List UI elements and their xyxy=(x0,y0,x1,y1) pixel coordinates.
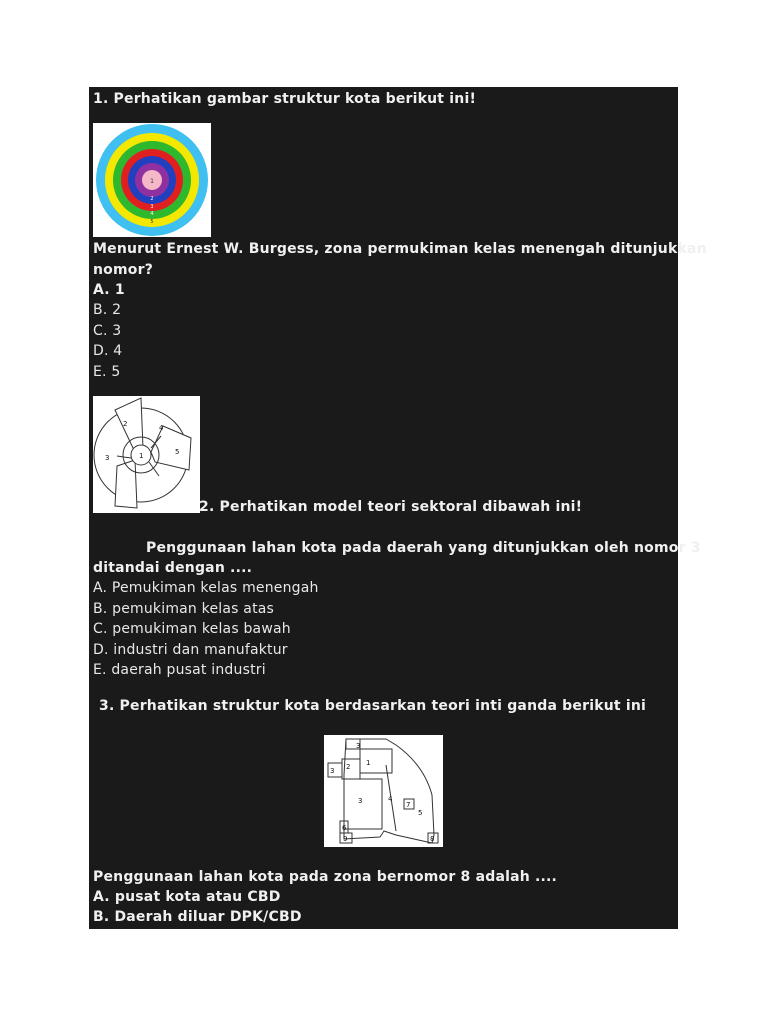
q2-sector-model-figure xyxy=(93,396,200,513)
q1-option: D. 4 xyxy=(93,343,123,359)
q3-option: B. Daerah diluar DPK/CBD xyxy=(93,909,302,925)
q2-option: E. daerah pusat industri xyxy=(93,662,266,678)
q3-fig-label: 3 xyxy=(330,767,335,775)
q3-fig-label: 2 xyxy=(346,763,351,771)
q2-option: A. Pemukiman kelas menengah xyxy=(93,580,319,596)
q1-option: A. 1 xyxy=(93,282,125,298)
q1-option: E. 5 xyxy=(93,364,121,380)
q2-fig-label: 5 xyxy=(175,448,180,456)
q1-question-line: Menurut Ernest W. Burgess, zona permukiman kelas menengah ditunjukkan xyxy=(93,241,707,257)
q2-question-line: Penggunaan lahan kota pada daerah yang ditunjukkan oleh nomor 3 xyxy=(146,540,701,556)
q3-question-line: Penggunaan lahan kota pada zona bernomor 8 adalah .... xyxy=(93,869,558,885)
q3-multiple-nuclei-figure xyxy=(324,735,443,847)
q3-title: 3. Perhatikan struktur kota berdasarkan teori inti ganda berikut ini xyxy=(99,698,647,714)
document-page xyxy=(89,87,707,929)
q1-option: C. 3 xyxy=(93,323,122,339)
q2-option: D. industri dan manufaktur xyxy=(93,642,288,658)
q2-option: B. pemukiman kelas atas xyxy=(93,601,275,617)
q1-fig-label: 3 xyxy=(150,204,154,210)
q1-fig-label: 1 xyxy=(150,178,154,185)
q3-fig-label: 6 xyxy=(342,824,347,832)
q3-fig-label: 8 xyxy=(430,835,435,843)
q3-fig-label: 7 xyxy=(406,801,411,809)
q2-title: 2. Perhatikan model teori sektoral dibawah ini! xyxy=(199,499,583,515)
q2-fig-label: 3 xyxy=(105,454,110,462)
q1-concentric-zone-figure xyxy=(93,123,211,237)
q2-fig-label: 2 xyxy=(123,420,128,428)
q1-option: B. 2 xyxy=(93,302,122,318)
q3-fig-label: 1 xyxy=(366,759,371,767)
q2-question-line: ditandai dengan .... xyxy=(93,560,253,576)
q3-fig-label: 3 xyxy=(356,742,361,750)
q3-option: A. pusat kota atau CBD xyxy=(93,889,281,905)
q3-fig-label: 5 xyxy=(418,809,423,817)
q3-fig-label: 3 xyxy=(358,797,363,805)
q3-fig-label: 9 xyxy=(343,835,348,843)
q1-title: 1. Perhatikan gambar struktur kota berikut ini! xyxy=(93,91,477,107)
q1-fig-label: 2 xyxy=(150,196,154,202)
q2-option: C. pemukiman kelas bawah xyxy=(93,621,291,637)
q2-fig-label: 1 xyxy=(139,452,144,460)
q1-fig-label: 5 xyxy=(150,219,154,225)
q1-fig-label: 4 xyxy=(150,211,154,217)
q2-fig-label: 4 xyxy=(159,424,164,432)
q3-fig-label: 4 xyxy=(388,795,393,803)
q1-question-line: nomor? xyxy=(93,262,154,278)
